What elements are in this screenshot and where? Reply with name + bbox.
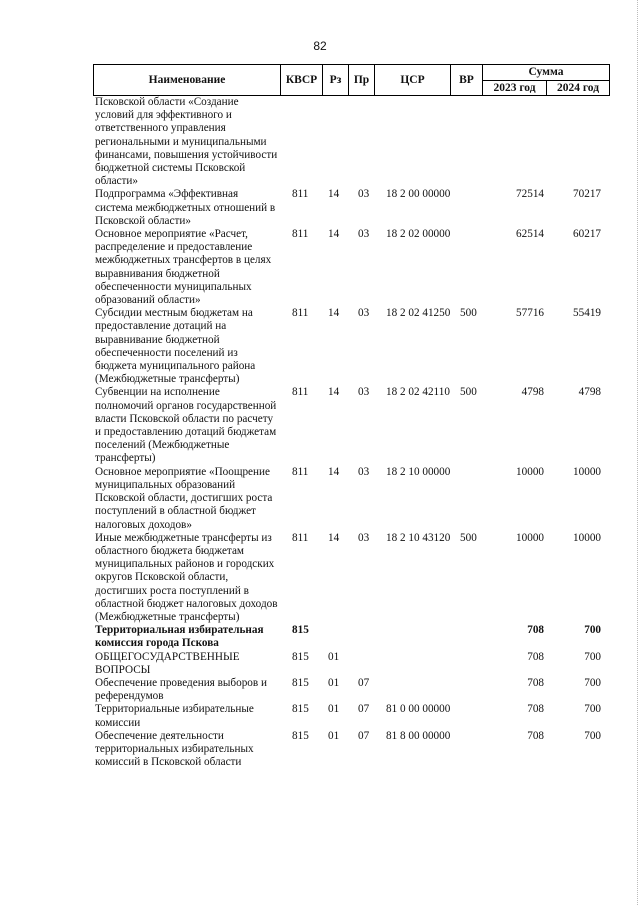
header-pr: Пр: [349, 65, 375, 96]
cell-amount-2024: 700: [584, 624, 601, 637]
cell-amount-2024: 700: [584, 676, 601, 689]
cell-kvsr: 815: [292, 650, 309, 663]
page-number: 82: [313, 39, 327, 53]
cell-csr: 18 2 00 00000: [386, 188, 451, 201]
cell-name: Субвенции на исполнение полномочий органов государственной власти Псковской области по расчету и предоставлению дотаций бюджетам поселений (Межбюджетные трансферты): [95, 386, 277, 465]
cell-pr: 03: [358, 188, 370, 201]
cell-pr: [354, 624, 382, 650]
cell-amount-2023: 10000: [516, 465, 544, 478]
cell-rz: 14: [328, 228, 340, 241]
cell-vr: 500: [460, 531, 477, 544]
table-row: [95, 466, 609, 532]
cell-amount-2024: 70217: [573, 188, 601, 201]
table-row: [95, 188, 609, 228]
cell-amount-2024: 55419: [573, 307, 601, 320]
table-row: [95, 307, 609, 386]
cell-rz: 14: [328, 465, 340, 478]
cell-csr: 18 2 02 42110: [386, 386, 450, 399]
cell-vr: [458, 651, 486, 677]
header-vr: ВР: [451, 65, 483, 96]
cell-kvsr: 815: [292, 676, 309, 689]
cell-amount-2023: 10000: [516, 531, 544, 544]
cell-vr: [458, 228, 486, 307]
cell-pr: 03: [358, 531, 370, 544]
cell-amount-2024: 700: [584, 650, 601, 663]
cell-pr: 07: [358, 703, 370, 716]
cell-rz: 14: [328, 386, 340, 399]
cell-name: Обеспечение проведения выборов и референдумов: [95, 676, 267, 703]
cell-kvsr: 811: [292, 465, 309, 478]
cell-pr: [354, 96, 382, 188]
cell-rz: 01: [328, 676, 340, 689]
cell-pr: 03: [358, 228, 370, 241]
cell-name: Обеспечение деятельности территориальных избирательных комиссий в Псковской области: [95, 729, 254, 769]
cell-vr: 500: [460, 386, 477, 399]
cell-vr: 500: [460, 307, 477, 320]
table-row: [95, 228, 609, 307]
cell-csr: 18 2 10 43120: [386, 531, 451, 544]
cell-kvsr: 811: [292, 188, 309, 201]
cell-rz: 01: [328, 729, 340, 742]
table-row: [95, 386, 609, 465]
cell-csr: [382, 677, 458, 703]
cell-amount-2023: 708: [527, 703, 544, 716]
cell-pr: 07: [358, 676, 370, 689]
cell-pr: 03: [358, 307, 370, 320]
table-body: [95, 96, 609, 769]
cell-vr: [458, 96, 486, 188]
table-row: [95, 96, 609, 188]
cell-amount-2024: 60217: [573, 228, 601, 241]
cell-csr: 18 2 02 41250: [386, 307, 451, 320]
header-kvsr: КВСР: [281, 65, 323, 96]
cell-pr: 07: [358, 729, 370, 742]
table-row: [95, 677, 609, 703]
table-row: [95, 624, 609, 650]
cell-amount-2023: 62514: [516, 228, 544, 241]
cell-rz: [324, 96, 354, 188]
cell-rz: 14: [328, 531, 340, 544]
cell-vr: [458, 624, 486, 650]
cell-amount-2023: 72514: [516, 188, 544, 201]
cell-amount-2024: 700: [584, 729, 601, 742]
cell-vr: [458, 188, 486, 228]
table-row: [95, 532, 609, 624]
cell-name: Иные межбюджетные трансферты из областного бюджета бюджетам муниципальных районов и городских округов Псковской области, достигших роста поступлений в областной бюджет налоговых доходов (Межбюджетные трансферты): [95, 531, 278, 623]
cell-kvsr: 811: [292, 228, 309, 241]
cell-kvsr: 815: [292, 624, 309, 637]
cell-rz: 01: [328, 703, 340, 716]
cell-amount-2023: 708: [527, 729, 544, 742]
cell-vr: [458, 730, 486, 770]
scan-edge-line: [636, 0, 638, 905]
cell-amount-2024: 700: [584, 703, 601, 716]
cell-kvsr: 811: [292, 307, 309, 320]
cell-rz: 14: [328, 307, 340, 320]
cell-kvsr: 815: [292, 703, 309, 716]
header-name: Наименование: [94, 65, 281, 96]
cell-vr: [458, 677, 486, 703]
cell-pr: 03: [358, 386, 370, 399]
cell-pr: 03: [358, 465, 370, 478]
header-csr: ЦСР: [375, 65, 451, 96]
header-rz: Рз: [323, 65, 349, 96]
cell-name: Подпрограмма «Эффективная система межбюджетных отношений в Псковской области»: [95, 188, 276, 227]
cell-rz: 14: [328, 188, 340, 201]
cell-name: Основное мероприятие «Поощрение муниципальных образований Псковской области, достигших роста поступлений в областной бюджет налоговых доходов»: [95, 465, 273, 531]
cell-amount-2023: 4798: [521, 386, 544, 399]
cell-name: ОБЩЕГОСУДАРСТВЕННЫЕ ВОПРОСЫ: [95, 650, 240, 676]
cell-name: Основное мероприятие «Расчет, распределение и предоставление межбюджетных трансфертов в целях выравнивания бюджетной обеспеченности муниципальных образований области»: [95, 228, 272, 307]
cell-kvsr: 811: [292, 386, 309, 399]
table-row: [95, 703, 609, 729]
cell-kvsr: 811: [292, 531, 309, 544]
header-year-2024: 2024 год: [547, 80, 610, 96]
table-row: [95, 730, 609, 770]
cell-csr: 81 0 00 00000: [386, 703, 451, 716]
cell-pr: [354, 651, 382, 677]
header-year-2023: 2023 год: [483, 80, 547, 96]
table-header: [93, 64, 609, 96]
cell-csr: [382, 96, 458, 188]
cell-amount-2023: 708: [527, 624, 544, 637]
cell-csr: 81 8 00 00000: [386, 729, 451, 742]
cell-csr: [382, 624, 458, 650]
cell-name: Субсидии местным бюджетам на предоставление дотаций на выравнивание бюджетной обеспеченности поселений из бюджета муниципального района (Межбюджетные трансферты): [95, 307, 256, 386]
cell-amount-2024: 4798: [578, 386, 601, 399]
cell-amount-2023: 708: [527, 676, 544, 689]
header-sum: Сумма: [483, 65, 610, 81]
cell-amount-2024: 10000: [573, 531, 601, 544]
cell-amount-2023: 57716: [516, 307, 544, 320]
cell-kvsr: [282, 96, 324, 188]
cell-csr: 18 2 10 00000: [386, 465, 451, 478]
cell-vr: [458, 703, 486, 729]
cell-rz: [324, 624, 354, 650]
cell-csr: 18 2 02 00000: [386, 228, 451, 241]
cell-amount-2023: 708: [527, 650, 544, 663]
cell-name: Псковской области «Создание условий для эффективного и ответственного управления региональными и муниципальными финансами, повышения устойчивости бюджетной системы Псковской области»: [95, 96, 278, 188]
cell-rz: 01: [328, 650, 340, 663]
cell-amount-2024: [544, 96, 609, 188]
cell-amount-2024: 10000: [573, 465, 601, 478]
cell-csr: [382, 651, 458, 677]
cell-name: Территориальная избирательная комиссия города Пскова: [95, 624, 264, 650]
cell-amount-2023: [486, 96, 544, 188]
cell-vr: [458, 466, 486, 532]
cell-kvsr: 815: [292, 729, 309, 742]
table-row: [95, 651, 609, 677]
cell-name: Территориальные избирательные комиссии: [95, 703, 254, 729]
